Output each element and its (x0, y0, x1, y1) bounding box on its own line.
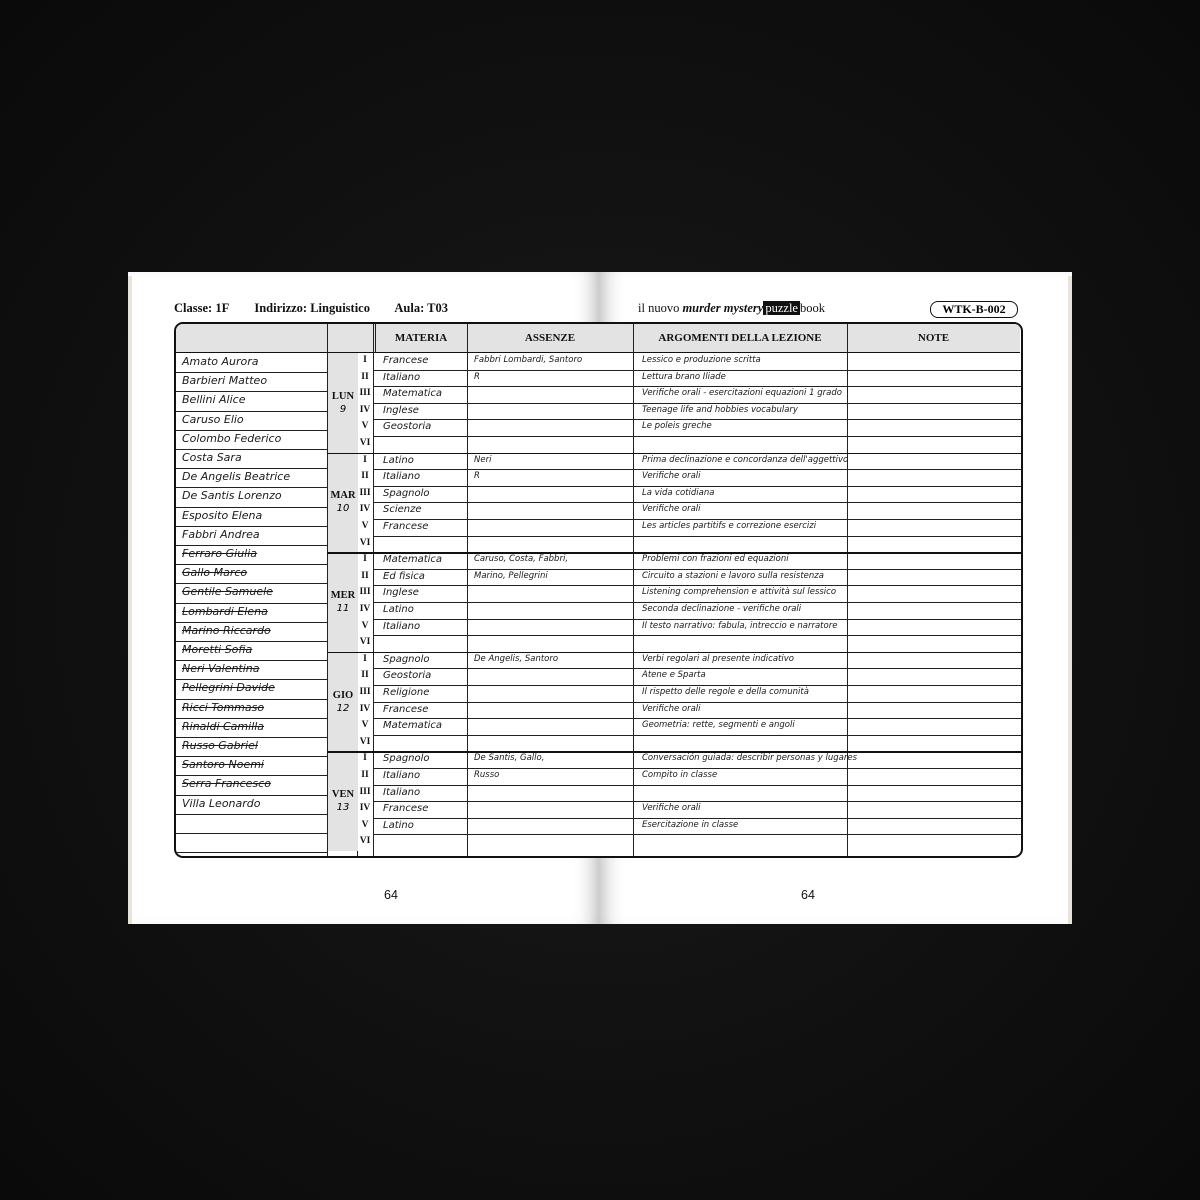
col-assenze: ASSENZE (524, 332, 576, 344)
subject-cell: Matematica (383, 388, 443, 400)
period-number: V (361, 620, 369, 631)
day-number: 10 (336, 503, 350, 515)
period-row-line (373, 635, 1021, 636)
subject-cell: Inglese (383, 587, 419, 599)
period-number: VI (359, 537, 371, 548)
student-row-line (176, 603, 327, 604)
period-row-line (373, 785, 1021, 786)
topic-cell: Lessico e produzione scritta (642, 355, 761, 365)
class-header (174, 301, 470, 316)
subject-cell: Spagnolo (383, 753, 430, 765)
day-block-ven (328, 751, 358, 851)
period-row-line (373, 569, 1021, 570)
period-row-line (373, 818, 1021, 819)
student-name: Colombo Federico (182, 431, 282, 445)
subject-cell: Latino (383, 454, 414, 466)
period-number: II (361, 570, 369, 581)
student-row-line (176, 526, 327, 527)
subject-cell: Geostoria (383, 670, 432, 682)
period-number: IV (359, 803, 371, 814)
period-number: IV (359, 604, 371, 614)
period-row-line (373, 834, 1021, 835)
topic-cell: Compito in classe (642, 770, 718, 780)
day-label: GIO (332, 689, 354, 701)
student-name: Gallo Marco (182, 566, 248, 580)
period-row-line (373, 419, 1021, 420)
topic-cell: Prima declinazione e concordanza dell'aggettivo (642, 454, 849, 465)
subject-cell: Spagnolo (383, 653, 430, 665)
address-label: Indirizzo: Linguistico (254, 301, 370, 315)
period-number: III (359, 487, 371, 498)
column-divider (847, 324, 848, 856)
student-name: Rinaldi Camilla (182, 719, 265, 733)
topic-cell: Verifiche orali (642, 803, 701, 814)
topic-cell: Conversación guiada: describir personas y lugares (642, 753, 858, 764)
period-row-line (373, 602, 1021, 603)
topic-cell: Teenage life and hobbies vocabulary (642, 404, 798, 415)
student-name: Pellegrini Davide (182, 681, 275, 695)
topic-cell: Le poleis greche (642, 421, 712, 432)
absence-cell: De Angelis, Santoro (474, 653, 559, 664)
period-number: VI (359, 736, 371, 747)
subject-cell: Latino (383, 819, 414, 831)
subject-cell: Italiano (383, 770, 421, 781)
class-label: Classe: 1F (174, 301, 230, 315)
title-italic: murder mystery (682, 301, 764, 315)
period-number: I (363, 554, 367, 565)
day-block-gio (328, 652, 358, 752)
student-row-line (176, 622, 327, 623)
period-number: V (361, 521, 369, 531)
period-number: II (361, 471, 369, 482)
title-suffix: book (799, 301, 825, 315)
period-row-line (373, 718, 1021, 719)
student-name: Ferraro Giulia (182, 547, 258, 560)
period-number: I (363, 355, 367, 365)
period-row-line (373, 469, 1021, 470)
student-name: Gentile Samuele (182, 585, 273, 599)
period-number: I (363, 653, 367, 664)
subject-cell: Scienze (383, 504, 422, 516)
period-row-line (373, 502, 1021, 503)
period-number: IV (359, 404, 371, 415)
day-block-mer (328, 552, 358, 652)
topic-cell: Atene e Sparta (642, 670, 706, 681)
student-row-line (176, 756, 327, 757)
topic-cell: Problemi con frazioni ed equazioni (642, 554, 789, 565)
student-row-line (176, 564, 327, 565)
column-divider (373, 324, 374, 856)
page-number-left: 64 (384, 888, 398, 902)
period-row-line (373, 370, 1021, 371)
period-number: I (363, 753, 367, 764)
period-number: VI (359, 637, 371, 648)
student-name: Santoro Noemi (182, 758, 264, 772)
student-row-line (176, 411, 327, 412)
student-row-line (176, 372, 327, 373)
student-row-line (176, 699, 327, 700)
period-row-line (373, 536, 1021, 537)
topic-cell: Seconda declinazione - verifiche orali (642, 604, 802, 614)
student-row-line (176, 679, 327, 680)
student-row-line (176, 430, 327, 431)
column-divider (633, 324, 634, 856)
student-row-line (176, 468, 327, 469)
topic-cell: Listening comprehension e attività sul lessico (642, 587, 837, 598)
period-row-line (373, 585, 1021, 586)
subject-cell: Francese (383, 521, 429, 532)
day-label: VEN (331, 789, 355, 801)
period-number: II (361, 670, 369, 681)
student-row-line (176, 660, 327, 661)
day-label: MAR (330, 490, 356, 502)
subject-cell: Religione (383, 687, 430, 698)
period-row-line (373, 486, 1021, 487)
subject-cell: Italiano (383, 471, 421, 483)
col-argomenti: ARGOMENTI DELLA LEZIONE (658, 332, 822, 344)
column-divider (375, 324, 376, 353)
student-row-line (176, 775, 327, 776)
student-name: Villa Leonardo (182, 796, 261, 810)
absence-cell: Russo (474, 770, 500, 780)
topic-cell: Il rispetto delle regole e della comunità (642, 687, 809, 697)
period-number: VI (359, 836, 371, 847)
topic-cell: Verifiche orali (642, 471, 701, 482)
subject-cell: Latino (383, 604, 414, 615)
absence-cell: R (474, 371, 480, 382)
day-number: 9 (339, 403, 347, 415)
subject-cell: Matematica (383, 554, 443, 566)
title-puzzle: puzzle (765, 301, 798, 315)
topic-cell: Verbi regolari al presente indicativo (642, 653, 794, 664)
absence-cell: R (474, 471, 480, 482)
period-row-line (373, 619, 1021, 620)
day-number: 11 (336, 602, 350, 614)
period-number: V (361, 720, 369, 731)
student-row-line (176, 814, 327, 815)
topic-cell: Geometria: rette, segmenti e angoli (642, 720, 795, 731)
day-block-lun (328, 353, 358, 453)
absence-cell: De Santis, Gallo, (474, 753, 545, 764)
period-number: II (361, 371, 369, 382)
page-number-right: 64 (801, 888, 815, 902)
topic-cell: Il testo narrativo: fabula, intreccio e narratore (642, 620, 838, 631)
subject-cell: Spagnolo (383, 487, 430, 499)
period-row-line (373, 436, 1021, 437)
student-name: Moretti Sofia (182, 643, 253, 656)
student-row-line (176, 487, 327, 488)
subject-cell: Matematica (383, 720, 443, 732)
topic-cell: Verifiche orali - esercitazioni equazioni 1 grado (642, 388, 842, 399)
register-grid (174, 322, 1023, 858)
day-block-mar (328, 453, 358, 553)
book-title (638, 301, 825, 316)
subject-cell: Francese (383, 355, 429, 366)
student-name: Fabbri Andrea (182, 527, 260, 541)
student-name: Bellini Alice (182, 393, 246, 407)
subject-cell: Italiano (383, 620, 421, 632)
student-name: Russo Gabriel (182, 739, 258, 752)
student-row-line (176, 718, 327, 719)
subject-cell: Italiano (383, 786, 421, 798)
topic-cell: Les articles partitifs e correzione esercizi (642, 521, 817, 531)
student-name: Costa Sara (182, 451, 242, 464)
student-name: Esposito Elena (182, 508, 263, 522)
col-materia: MATERIA (394, 332, 448, 344)
day-label: MER (330, 589, 356, 601)
student-row-line (176, 852, 327, 853)
topic-cell: Verifiche orali (642, 504, 701, 515)
period-number: V (361, 819, 369, 830)
period-row-line (373, 519, 1021, 520)
absence-cell: Fabbri Lombardi, Santoro (474, 355, 583, 365)
subject-cell: Italiano (383, 371, 421, 383)
student-row-line (176, 795, 327, 796)
period-number: II (361, 770, 369, 780)
subject-cell: Ed fisica (383, 570, 425, 582)
period-number: IV (359, 703, 371, 714)
period-row-line (373, 702, 1021, 703)
topic-cell: Esercitazione in classe (642, 819, 739, 830)
period-row-line (373, 801, 1021, 802)
title-prefix: il nuovo (638, 301, 680, 315)
student-row-line (176, 833, 327, 834)
student-name: Caruso Elio (182, 412, 244, 426)
subject-cell: Francese (383, 803, 429, 815)
period-number: III (359, 687, 371, 697)
subject-cell: Inglese (383, 404, 419, 416)
period-number: I (363, 454, 367, 465)
period-number: VI (359, 438, 371, 448)
absence-cell: Marino, Pellegrini (474, 570, 548, 581)
student-row-line (176, 545, 327, 546)
room-label: Aula: T03 (394, 301, 449, 315)
period-row-line (373, 735, 1021, 736)
period-row-line (373, 668, 1021, 669)
topic-cell: Verifiche orali (642, 703, 701, 714)
student-row-line (176, 641, 327, 642)
period-row-line (373, 386, 1021, 387)
period-number: III (359, 388, 371, 399)
student-row-line (176, 737, 327, 738)
day-number: 13 (336, 802, 350, 814)
period-number: V (361, 421, 369, 432)
subject-cell: Francese (383, 703, 429, 715)
topic-cell: La vida cotidiana (642, 487, 715, 498)
student-row-line (176, 507, 327, 508)
day-label: LUN (331, 390, 355, 402)
period-row-line (373, 685, 1021, 686)
student-row-line (176, 583, 327, 584)
book-code: WTK-B-002 (930, 301, 1018, 318)
period-number: IV (359, 504, 371, 515)
topic-cell: Circuito a stazioni e lavoro sulla resistenza (642, 570, 824, 581)
student-name: Marino Riccardo (182, 623, 271, 637)
student-name: Ricci Tommaso (182, 700, 265, 714)
subject-cell: Geostoria (383, 421, 432, 433)
student-row-line (176, 449, 327, 450)
period-row-line (373, 768, 1021, 769)
period-row-line (373, 403, 1021, 404)
student-name: Barbieri Matteo (182, 374, 268, 388)
student-name: Lombardi Elena (182, 604, 268, 618)
student-row-line (176, 391, 327, 392)
student-name: Serra Francesco (182, 777, 271, 791)
student-name: Amato Aurora (182, 355, 259, 368)
column-divider (467, 324, 468, 856)
day-number: 12 (336, 702, 350, 714)
period-number: III (359, 786, 371, 797)
student-name: Neri Valentina (182, 662, 260, 676)
period-number: III (359, 587, 371, 598)
absence-cell: Caruso, Costa, Fabbri, (474, 554, 569, 565)
open-book (128, 272, 1072, 924)
student-name: De Santis Lorenzo (182, 489, 282, 503)
absence-cell: Neri (474, 454, 492, 465)
topic-cell: Lettura brano Iliade (642, 371, 726, 382)
col-note: NOTE (917, 332, 950, 344)
student-name: De Angelis Beatrice (182, 470, 291, 484)
